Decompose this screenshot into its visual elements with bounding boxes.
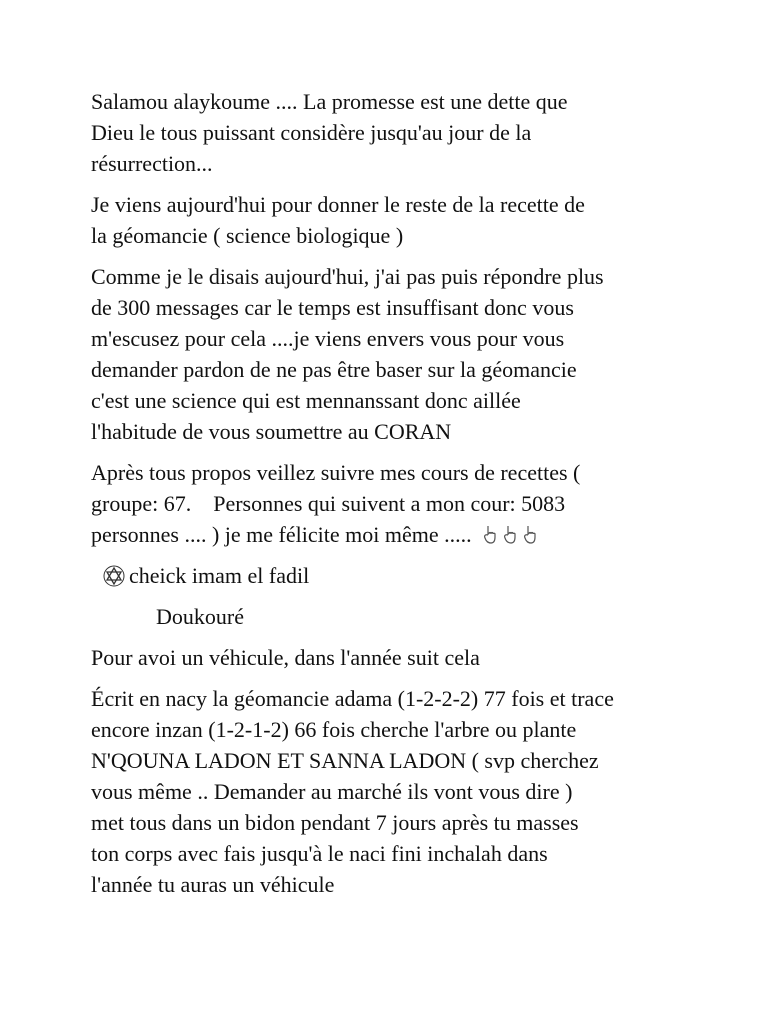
text-line: Comme je le disais aujourd'hui, j'ai pas puis répondre plus: [91, 264, 604, 289]
text-line: [91, 488, 731, 519]
pointing-hand-down-icon: [521, 525, 537, 545]
text-line: Je viens aujourd'hui pour donner le reste de la recette de: [91, 192, 585, 217]
text-line: met tous dans un bidon pendant 7 jours après tu masses: [91, 810, 579, 835]
text-line: N'QOUNA LADON ET SANNA LADON ( svp cherchez: [91, 748, 599, 773]
text-line: m'escusez pour cela ....je viens envers vous pour vous: [91, 326, 565, 351]
text-line: l'habitude de vous soumettre au CORAN: [91, 419, 452, 444]
star-of-david-icon: [103, 565, 125, 587]
text-line: de 300 messages car le temps est insuffisant donc vous: [91, 295, 574, 320]
signature-line: [103, 560, 731, 591]
document-page: [91, 86, 731, 910]
text-line: vous même .. Demander au marché ils vont vous dire ): [91, 779, 573, 804]
self-congratulation-text: personnes .... ) je me félicite moi même .....: [91, 522, 472, 547]
text-line: Salamou alaykoume .... La promesse est une dette que: [91, 89, 568, 114]
signature-title: cheick imam el fadil: [129, 563, 310, 588]
text-line: résurrection...: [91, 151, 213, 176]
text-line: Dieu le tous puissant considère jusqu'au jour de la: [91, 120, 532, 145]
paragraph-greeting: [91, 86, 731, 179]
followers-count-text: Personnes qui suivent a mon cour: 5083: [213, 491, 566, 516]
text-line: la géomancie ( science biologique ): [91, 223, 404, 248]
text-line: demander pardon de ne pas être baser sur la géomancie: [91, 357, 577, 382]
text-line: Après tous propos veillez suivre mes cours de recettes (: [91, 460, 581, 485]
paragraph-vehicle-recipe: [91, 683, 731, 900]
text-line: [91, 519, 731, 550]
pointing-hand-down-icon: [481, 525, 497, 545]
pointing-hand-down-icon: [501, 525, 517, 545]
text-line: encore inzan (1-2-1-2) 66 fois cherche l'arbre ou plante: [91, 717, 577, 742]
text-line: c'est une science qui est mennanssant donc aillée: [91, 388, 521, 413]
text-line: Pour avoi un véhicule, dans l'année suit cela: [91, 645, 480, 670]
paragraph-vehicle-title: [91, 642, 731, 673]
text-line: ton corps avec fais jusqu'à le naci fini inchalah dans: [91, 841, 548, 866]
text-line: l'année tu auras un véhicule: [91, 872, 335, 897]
paragraph-courses: [91, 457, 731, 550]
group-count-text: groupe: 67.: [91, 491, 192, 516]
paragraph-intro: [91, 189, 731, 251]
paragraph-apology: [91, 261, 731, 447]
text-line: Écrit en nacy la géomancie adama (1-2-2-2) 77 fois et trace: [91, 686, 614, 711]
signature-name: Doukouré: [156, 604, 244, 629]
